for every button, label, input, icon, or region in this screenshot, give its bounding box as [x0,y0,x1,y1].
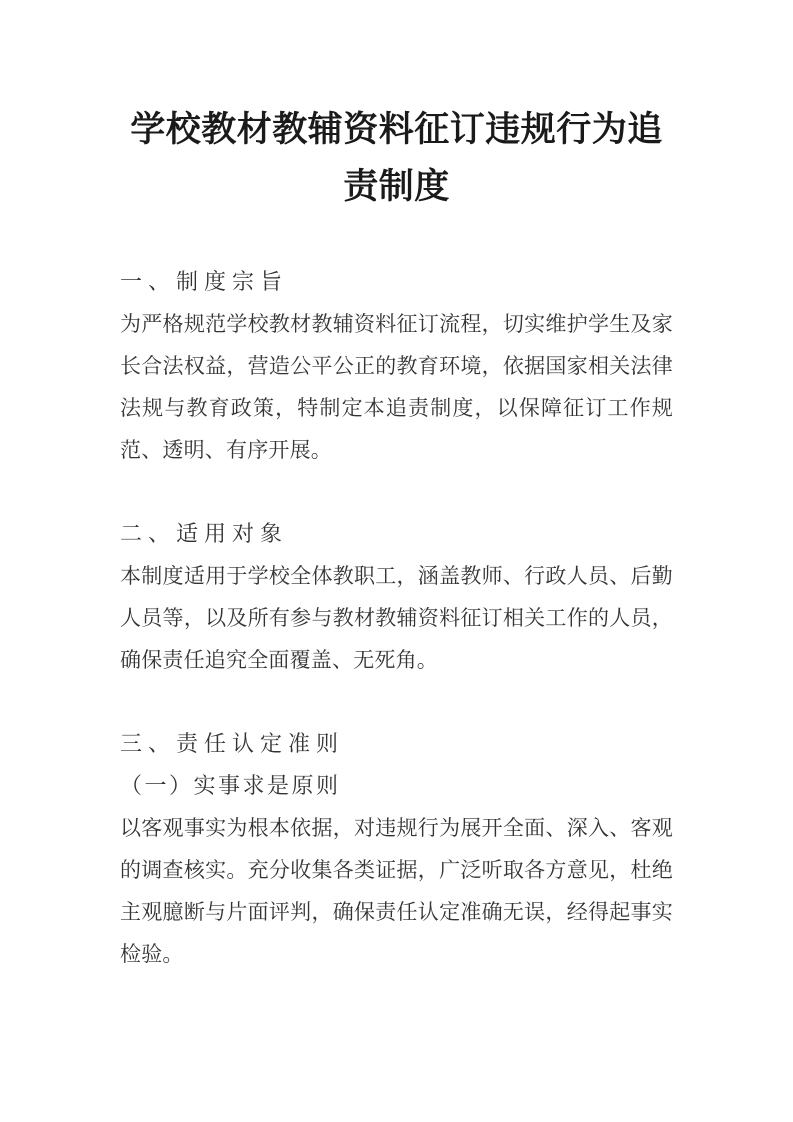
section-scope-paragraph: 本制度适用于学校全体教职工，涵盖教师、行政人员、后勤人员等，以及所有参与教材教辅资料征订相关工作的人员，确保责任追究全面覆盖、无死角。 [120,564,673,672]
document-title: 学校教材教辅资料征订违规行为追责制度 [130,110,663,206]
section-scope [120,513,673,681]
section-purpose-heading: 一、制度宗旨 [120,269,289,294]
section-criteria [120,723,673,975]
section-purpose [120,261,673,471]
section-criteria-subheading: （一）实事求是原则 [120,773,341,798]
section-criteria-heading: 三、责任认定准则 [120,731,345,756]
section-scope-heading: 二、适用对象 [120,521,289,546]
section-criteria-paragraph: 以客观事实为根本依据，对违规行为展开全面、深入、客观的调查核实。充分收集各类证据，广泛听取各方意见，杜绝主观臆断与片面评判，确保责任认定准确无误，经得起事实检验。 [120,816,673,966]
section-purpose-paragraph: 为严格规范学校教材教辅资料征订流程，切实维护学生及家长合法权益，营造公平公正的教育环境，依据国家相关法律法规与教育政策，特制定本追责制度，以保障征订工作规范、透明、有序开展。 [120,312,673,462]
